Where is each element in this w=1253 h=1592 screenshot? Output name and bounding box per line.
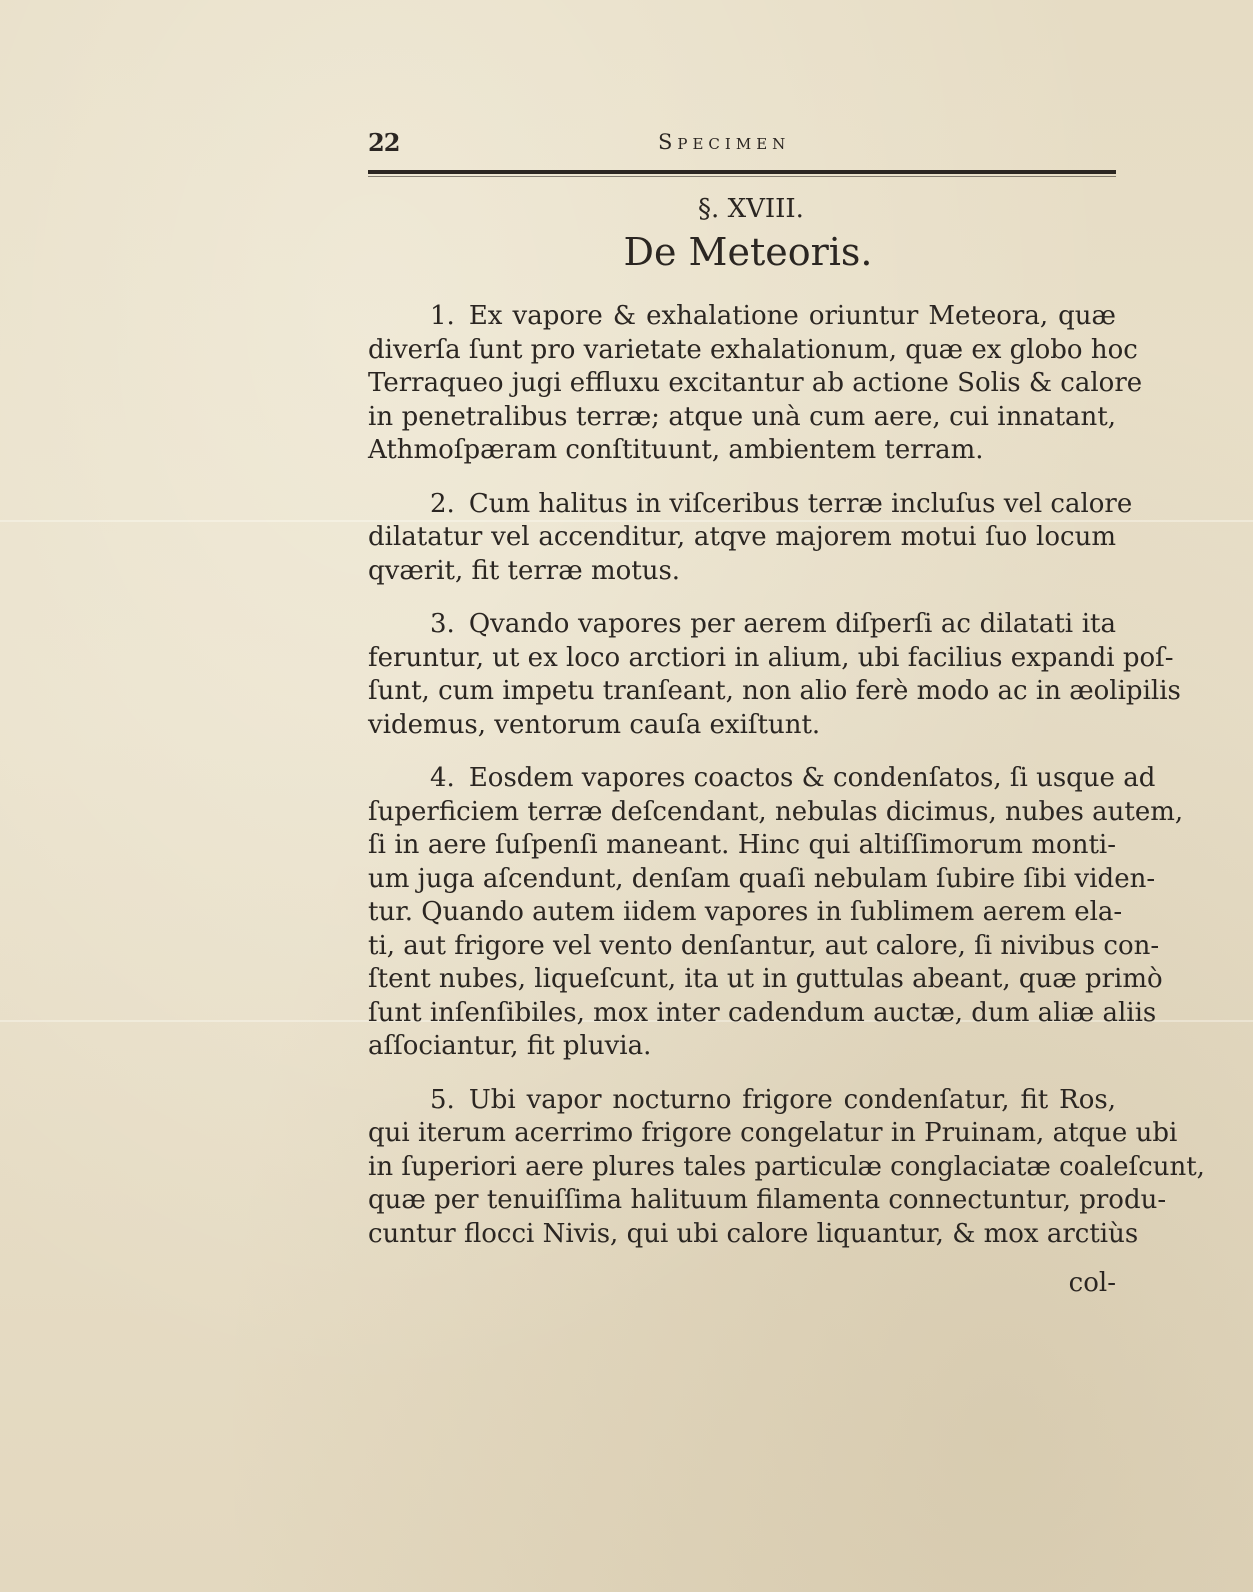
line-text: Terraqueo jugi effluxu excitantur ab actione Solis & calore (368, 368, 1143, 398)
line-text: qui iterum acerrimo frigore congelatur in Pruinam, atque ubi (368, 1118, 1178, 1148)
text-line (368, 1117, 1178, 1151)
line-text: in ſuperiori aere plures tales particulæ conglaciatæ coaleſcunt, (368, 1151, 1205, 1182)
line-text: Eosdem vapores coactos & condenſatos, ſi usque ad (468, 763, 1156, 793)
text-line (368, 930, 1160, 964)
line-text: videmus, ventorum cauſa exiſtunt. (368, 709, 821, 740)
line-text: ſunt inſenſibiles, mox inter cadendum auctæ, dum aliæ aliis (368, 997, 1157, 1028)
text-line (368, 488, 1133, 522)
line-text: ſunt, cum impetu tranſeant, non alio ferè modo ac in æolipilis (368, 676, 1181, 706)
text-line (368, 434, 1116, 468)
line-text: aſſociantur, fit pluvia. (368, 1031, 652, 1061)
line-text: ſi in aere ſuſpenſi maneant. Hinc qui altiſſimorum monti- (368, 830, 1116, 860)
line-text: Qvando vapores per aerem diſperſi ac dilatati ita (468, 609, 1116, 639)
section-title: De Meteoris. (623, 230, 873, 274)
text-line (368, 608, 1116, 642)
line-text: um juga aſcendunt, denſam quaſi nebulam ſubire ſibi viden- (368, 863, 1156, 894)
paragraph (368, 762, 1184, 1064)
text-line (368, 1184, 1167, 1218)
header-rule-thin (368, 176, 1116, 177)
text-line (368, 675, 1181, 709)
text-line (368, 334, 1138, 368)
line-text: Ex vapore & exhalatione oriuntur Meteora, quæ (468, 301, 1116, 331)
text-line (368, 401, 1116, 435)
paragraph-number: 5. (430, 1084, 455, 1115)
page-number: 22 (368, 128, 400, 157)
text-line (368, 709, 1116, 743)
line-text: cuntur flocci Nivis, qui ubi calore liquantur, & mox arctiùs (368, 1218, 1139, 1249)
line-text: dilatatur vel accenditur, atqve majorem motui ſuo locum (368, 522, 1116, 552)
text-line (368, 863, 1156, 897)
paragraph (368, 608, 1181, 742)
text-line (368, 300, 1116, 334)
text-line (368, 367, 1143, 401)
body-text (368, 300, 1205, 1271)
text-line (368, 555, 1116, 589)
text-line (368, 521, 1116, 555)
section-number: §. XVIII. (698, 194, 804, 224)
paragraph-number: 4. (430, 763, 455, 793)
line-text: qværit, fit terræ motus. (368, 555, 681, 586)
header-rule (368, 170, 1116, 174)
line-text: quæ per tenuiſſima halituum filamenta connectuntur, produ- (368, 1185, 1167, 1215)
line-text: feruntur, ut ex loco arctiori in alium, ubi facilius expandi poſ- (368, 642, 1174, 673)
line-text: Cum halitus in viſceribus terræ incluſus vel calore (468, 488, 1133, 519)
catchword: col- (1068, 1268, 1116, 1298)
line-text: diverſa ſunt pro varietate exhalationum, quæ ex globo hoc (368, 334, 1138, 365)
text-line (368, 997, 1157, 1031)
text-line (368, 1218, 1139, 1252)
paragraph (368, 488, 1133, 589)
line-text: ſtent nubes, liqueſcunt, ita ut in guttulas abeant, quæ primò (368, 964, 1163, 994)
line-text: tur. Quando autem iidem vapores in ſublimem aerem ela- (368, 897, 1123, 927)
paragraph (368, 1084, 1205, 1252)
text-line (368, 796, 1184, 830)
text-line (368, 642, 1174, 676)
paragraph-number: 2. (430, 488, 455, 519)
line-text: Athmoſpæram conſtituunt, ambientem terram. (368, 435, 984, 465)
page-header (368, 128, 1116, 162)
text-line (368, 829, 1116, 863)
text-line (368, 1030, 1116, 1064)
text-line (368, 963, 1163, 997)
line-text: in penetralibus terræ; atque unà cum aere, cui innatant, (368, 401, 1116, 432)
paragraph-number: 3. (430, 609, 455, 639)
text-line (368, 762, 1156, 796)
line-text: ti, aut frigore vel vento denſantur, aut calore, ſi nivibus con- (368, 930, 1160, 961)
paragraph-number: 1. (430, 301, 455, 331)
line-text: ſuperficiem terræ deſcendant, nebulas dicimus, nubes autem, (368, 796, 1184, 827)
text-line (368, 1151, 1205, 1185)
text-line (368, 1084, 1116, 1118)
line-text: Ubi vapor nocturno frigore condenſatur, fit Ros, (468, 1084, 1116, 1115)
running-head: Specimen (658, 130, 791, 154)
paragraph (368, 300, 1143, 468)
text-line (368, 896, 1123, 930)
